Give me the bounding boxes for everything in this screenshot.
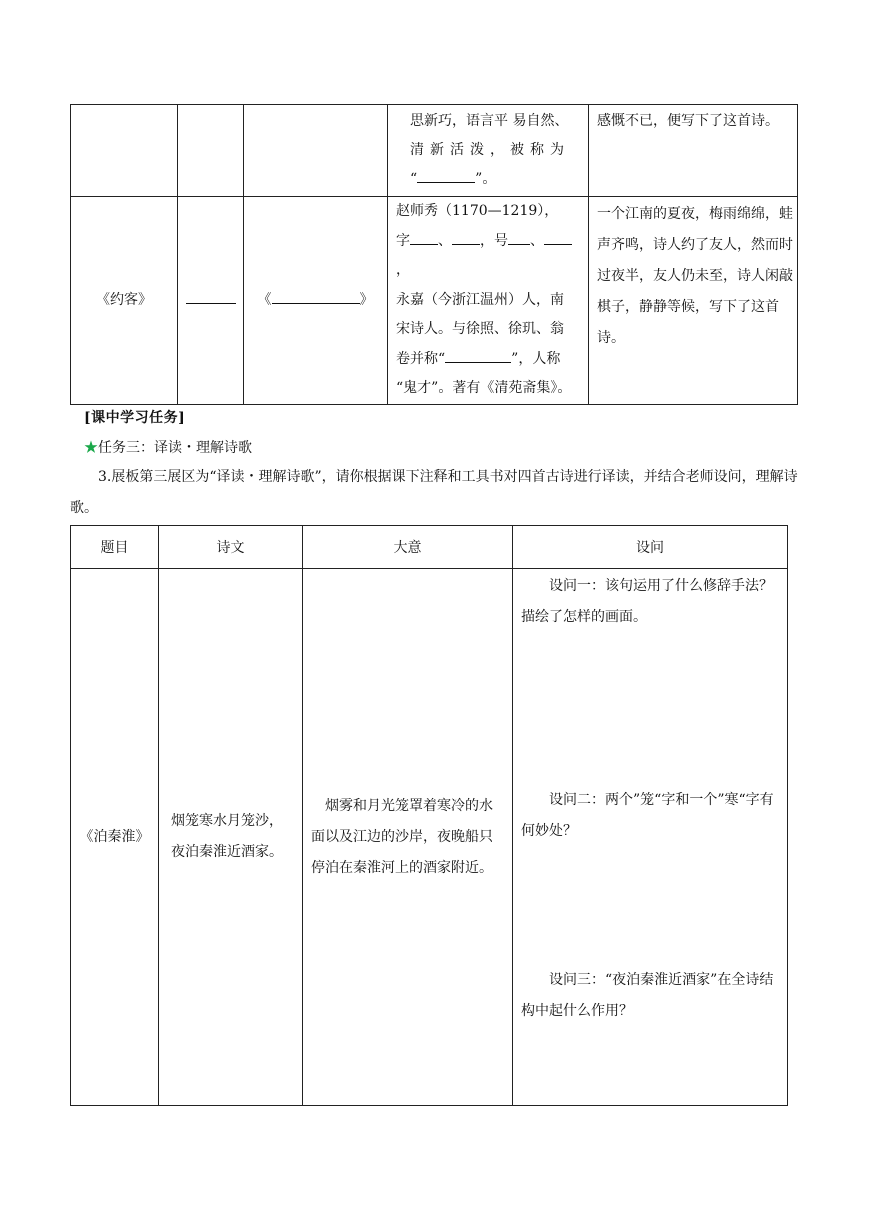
info-hao: ，号 <box>480 232 508 249</box>
author-info-cell: 赵师秀（1170—1219）， 字 、 ，号 、， 永嘉（今浙江温州）人，南 宋诗人。与徐照、徐玑、翁 卷并称“ ”，人称 “鬼才”。著有《清苑斋集》。 <box>388 197 589 405</box>
info-zi: 字 <box>396 232 410 249</box>
star-icon: ★ <box>84 440 98 456</box>
task-label: 任务三：译读・理解诗歌 <box>98 440 252 456</box>
question-one: 设问一：该句运用了什么修辞手法？描绘了怎样的画面。 <box>521 578 773 625</box>
author-info-cell <box>388 105 589 197</box>
poem-analysis-table <box>70 525 788 1106</box>
poem-title: 《泊秦淮》 <box>79 828 150 845</box>
header-title: 题目 <box>71 526 159 569</box>
info-line: 宋诗人。与徐照、徐玑、翁 <box>396 321 564 337</box>
section-heading: [课中学习任务] <box>84 410 186 426</box>
question-two: 设问二：两个”笼“字和一个”寒“字有何妙处？ <box>521 792 774 839</box>
author-info-text-c: 清新活泼，被称为 <box>410 142 570 158</box>
background-cell <box>589 105 798 197</box>
fill-blank[interactable] <box>544 229 572 245</box>
header-meaning: 大意 <box>303 526 513 569</box>
author-info-text-a: 思新巧，语言平 <box>410 113 508 129</box>
poem-text-cell <box>159 569 303 1106</box>
background-text: 感慨不已，便写下了这首诗。 <box>597 113 779 129</box>
table-header-row <box>71 526 788 569</box>
source-cell <box>244 197 388 405</box>
author-info-text-b: 易自然、 <box>512 113 569 129</box>
poem-text: 烟笼寒水月笼沙，夜泊秦淮近酒家。 <box>171 813 283 860</box>
table-cell <box>244 105 388 197</box>
table-row <box>71 105 798 197</box>
meaning-cell <box>303 569 513 1106</box>
fill-blank[interactable] <box>272 288 360 304</box>
fill-blank[interactable] <box>445 347 511 363</box>
source-left-bracket: 《 <box>257 291 272 308</box>
poem-title: 《约客》 <box>96 291 152 308</box>
background-text: 一个江南的夏夜，梅雨绵绵，蛙声齐鸣，诗人约了友人，然而时过夜半，友人仍未至，诗人闲敲棋子，静静等候，写下了这首诗。 <box>597 206 793 346</box>
author-info-table <box>70 104 798 405</box>
author-info-text-e: ”。 <box>475 171 497 187</box>
table-cell <box>71 105 178 197</box>
poem-title-cell <box>71 197 178 405</box>
poem-title-cell <box>71 569 159 1106</box>
fill-blank[interactable] <box>452 229 480 245</box>
fill-blank[interactable] <box>410 229 438 245</box>
header-poem: 诗文 <box>159 526 303 569</box>
info-line: 赵师秀（1170—1219）， <box>396 203 559 219</box>
info-line: “鬼才”。著有《清苑斋集》。 <box>396 380 572 396</box>
author-info-text-d: “ <box>410 171 418 187</box>
info-line: ”，人称 <box>511 350 561 367</box>
table-cell <box>178 105 244 197</box>
source-right-bracket: 》 <box>359 291 374 308</box>
info-line: 永嘉（今浙江温州）人，南 <box>396 291 564 308</box>
instruction-paragraph: 3.展板第三展区为“译读・理解诗歌”，请你根据课下注释和工具书对四首古诗进行译读，并结合老师设问，理解诗歌。 <box>70 469 798 516</box>
fill-blank[interactable] <box>417 167 475 183</box>
author-blank-cell <box>178 197 244 405</box>
task-heading <box>84 437 252 457</box>
table-row <box>71 569 788 1106</box>
meaning-text: 烟雾和月光笼罩着寒冷的水面以及江边的沙岸，夜晚船只停泊在秦淮河上的酒家附近。 <box>311 797 493 876</box>
fill-blank[interactable] <box>186 288 236 304</box>
table-row <box>71 197 798 405</box>
fill-blank[interactable] <box>508 229 530 245</box>
question-three: 设问三：“夜泊秦淮近酒家”在全诗结构中起什么作用？ <box>521 972 774 1019</box>
info-line: 卷并称“ <box>396 350 446 367</box>
questions-cell <box>513 569 788 1106</box>
background-cell <box>589 197 798 405</box>
header-questions: 设问 <box>513 526 788 569</box>
